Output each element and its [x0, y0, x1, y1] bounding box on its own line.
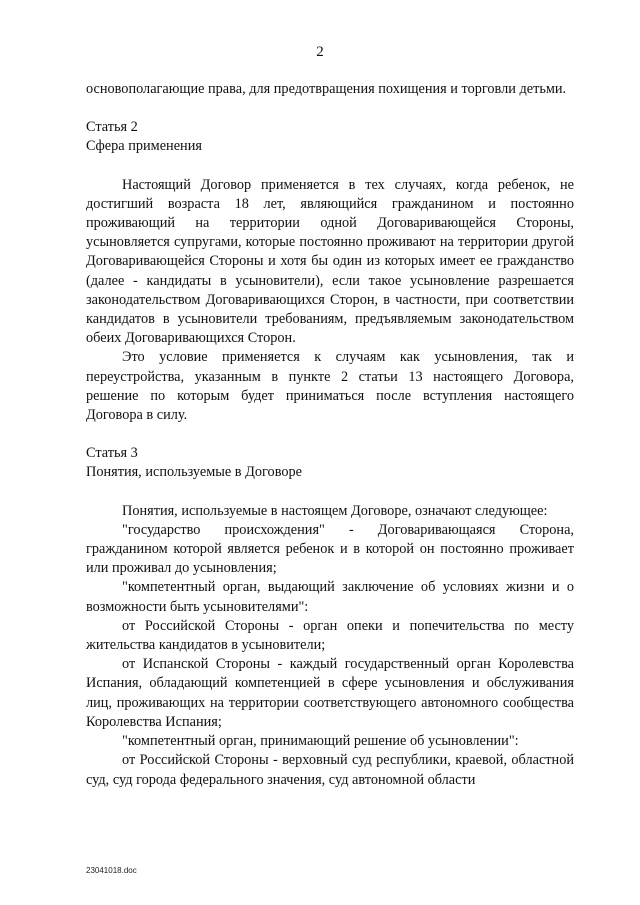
document-body [86, 80, 574, 790]
article-3-number: Статья 3 [86, 445, 138, 462]
article-3-paragraph: от Испанской Стороны - каждый государственный орган Королевства Испания, обладающий компетенцией в сфере усыновления и обслуживания лиц, проживающих на территории соответствующего автономного сообщества Королевства Испания; [86, 656, 574, 730]
article-3-paragraph: "компетентный орган, принимающий решение об усыновлении": [122, 733, 519, 750]
article-3-paragraph: Понятия, используемые в настоящем Договоре, означают следующее: [122, 502, 548, 519]
article-3-section [86, 444, 574, 789]
article-3-paragraph: "государство происхождения" - Договаривающаяся Сторона, гражданином которой является ребенок и в которой он постоянно проживает или проживал до усыновления; [86, 521, 574, 577]
article-2-paragraph: Настоящий Договор применяется в тех случаях, когда ребенок, не достигший возраста 18 лет, являющийся гражданином и постоянно проживающий на территории одной Договаривающейся Стороны, усыновляется супругами, которые постоянно проживают на территории другой Договаривающейся Стороны и хотя бы один из которых имеет ее гражданство (далее - кандидаты в усыновители), если такое усыновление разрешается законодательством Договаривающихся Сторон, в частности, при соответствии кандидатов в усыновители требованиям, предъявляемым законодательством обеих Договаривающихся Сторон. [86, 176, 574, 347]
article-3-title: Понятия, используемые в Договоре [86, 464, 302, 481]
article-3-paragraph: от Российской Стороны - орган опеки и попечительства по месту жительства кандидатов в усыновители; [86, 617, 574, 654]
page-number: 2 [316, 44, 324, 60]
article-2-section [86, 118, 574, 425]
footer-filename: 23041018.doc [86, 866, 137, 875]
article-3-paragraph: "компетентный орган, выдающий заключение об условиях жизни и о возможности быть усыновителями": [86, 579, 574, 615]
article-2-number: Статья 2 [86, 119, 138, 136]
article-2-title: Сфера применения [86, 138, 202, 155]
intro-paragraph: основополагающие права, для предотвращения похищения и торговли детьми. [86, 81, 567, 97]
article-3-paragraph: от Российской Стороны - верховный суд республики, краевой, областной суд, суд города федерального значения, суд автономной области [86, 752, 574, 788]
article-2-paragraph: Это условие применяется к случаям как усыновления, так и переустройства, указанным в пункте 2 статьи 13 настоящего Договора, решение по которым будет приниматься после вступления настоящего Договора в силу. [86, 349, 574, 424]
